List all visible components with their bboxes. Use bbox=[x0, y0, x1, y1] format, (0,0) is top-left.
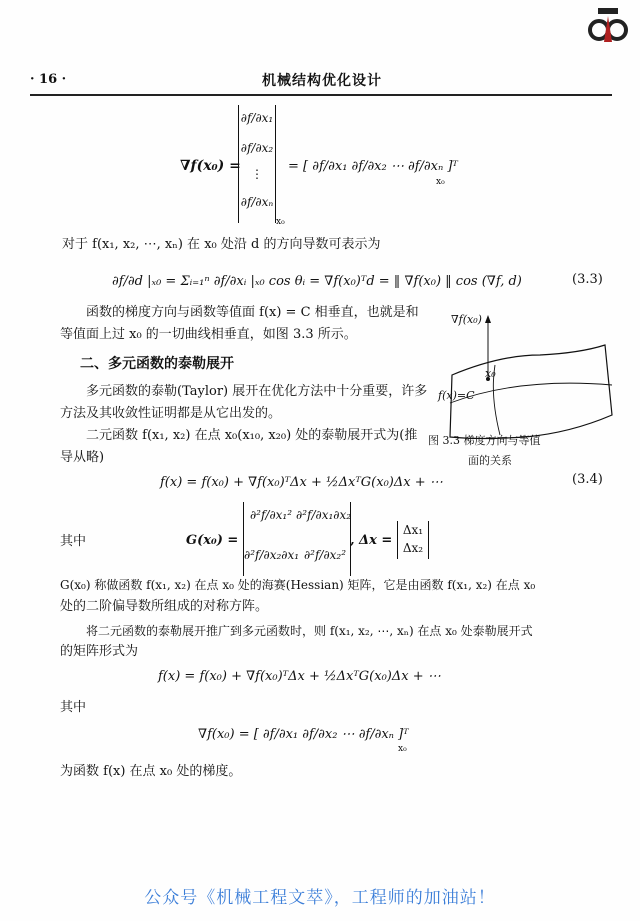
figure-label-point: x₀ bbox=[485, 367, 496, 380]
hessian-matrix bbox=[243, 502, 351, 576]
body-text: 处的二阶偏导数所组成的对称方阵。 bbox=[60, 599, 269, 614]
gradient-column-vector bbox=[238, 105, 276, 223]
gradient-row-vector: = [ ∂f/∂x₁ ∂f/∂x₂ ⋯ ∂f/∂xₙ ]ᵀ bbox=[288, 159, 458, 174]
body-text: 导从略) bbox=[60, 450, 105, 465]
body-text: 对于 f(x₁, x₂, ⋯, xₙ) 在 x₀ 处沿 d 的方向导数可表示为 bbox=[62, 237, 381, 252]
page-number: · 16 · bbox=[30, 72, 67, 87]
footer-banner: 公众号《机械工程文萃》，工程师的加油站！ bbox=[144, 888, 496, 908]
body-text: 二元函数 f(x₁, x₂) 在点 x₀(x₁₀, x₂₀) 处的泰勒展开式为(推 bbox=[86, 428, 418, 443]
subscript: x₀ bbox=[436, 177, 445, 187]
matrix-entry: ∂²f/∂x₂² bbox=[303, 548, 347, 562]
subscript: x₀ bbox=[398, 744, 407, 754]
figure-label-gradient: ∇f(x₀) bbox=[451, 313, 482, 326]
figure-caption: 面的关系 bbox=[468, 454, 512, 467]
running-title: 机械结构优化设计 bbox=[262, 73, 382, 89]
vector-entry: ∂f/∂xₙ bbox=[240, 195, 274, 209]
gradient-equation bbox=[180, 105, 560, 235]
body-text: G(x₀) 称做函数 f(x₁, x₂) 在点 x₀ 处的海赛(Hessian) 矩阵，它是由函数 f(x₁, x₂) 在点 x₀ bbox=[60, 578, 536, 592]
equation-number: (3.3) bbox=[572, 272, 603, 287]
vector-entry: ∂f/∂x₁ bbox=[240, 111, 274, 125]
matrix-entry: ∂²f/∂x₁∂x₂ bbox=[296, 508, 352, 522]
body-text: 其中 bbox=[60, 534, 87, 549]
gradient-row-equation: ∇f(x₀) = [ ∂f/∂x₁ ∂f/∂x₂ ⋯ ∂f/∂xₙ ]ᵀ bbox=[198, 727, 409, 742]
delta-x-vector bbox=[397, 521, 429, 559]
matrix-entry: ∂²f/∂x₁² bbox=[249, 508, 293, 522]
body-text: 为函数 f(x) 在点 x₀ 处的梯度。 bbox=[60, 764, 242, 779]
equation-3-3: ∂f/∂d |ₓ₀ = Σᵢ₌₁ⁿ ∂f/∂xᵢ |ₓ₀ cos θᵢ = ∇f(x₀)ᵀd = ‖ ∇f(x₀) ‖ cos (∇f, d) bbox=[112, 274, 522, 289]
body-text: 方法及其收敛性证明都是从它出发的。 bbox=[60, 406, 282, 421]
delta-x-lhs: , Δx = bbox=[350, 533, 393, 548]
vector-entry: ∂f/∂x₂ bbox=[240, 141, 274, 155]
body-text: 函数的梯度方向与函数等值面 f(x) = C 相垂直，也就是和 bbox=[86, 305, 419, 320]
vector-entry: ⋮ bbox=[251, 167, 263, 181]
equation-taylor-multi: f(x) = f(x₀) + ∇f(x₀)ᵀΔx + ½ΔxᵀG(x₀)Δx + ⋯ bbox=[158, 669, 441, 684]
body-text: 等值面上过 x₀ 的一切曲线相垂直，如图 3.3 所示。 bbox=[60, 327, 357, 342]
publisher-logo-icon bbox=[588, 6, 628, 44]
body-text: 的矩阵形式为 bbox=[60, 644, 139, 659]
vector-entry: Δx₂ bbox=[402, 541, 424, 555]
body-text: 其中 bbox=[60, 700, 87, 715]
hessian-lhs: G(x₀) = bbox=[186, 533, 239, 548]
equation-number: (3.4) bbox=[572, 472, 603, 487]
figure-caption: 图 3.3 梯度方向与等值 bbox=[428, 434, 541, 447]
gradient-lhs: ∇f(x₀) = bbox=[180, 158, 241, 174]
figure-label-surface: f(x)=C bbox=[438, 389, 475, 402]
matrix-entry: ∂²f/∂x₂∂x₁ bbox=[244, 548, 300, 562]
section-heading: 二、多元函数的泰勒展开 bbox=[80, 356, 234, 372]
body-text: 多元函数的泰勒(Taylor) 展开在优化方法中十分重要，许多 bbox=[86, 384, 428, 399]
vector-entry: Δx₁ bbox=[402, 523, 424, 537]
subscript: x₀ bbox=[276, 217, 285, 227]
header-rule bbox=[30, 94, 612, 96]
body-text: 将二元函数的泰勒展开推广到多元函数时，则 f(x₁, x₂, ⋯, xₙ) 在点 x₀ 处泰勒展开式 bbox=[86, 624, 533, 638]
equation-3-4: f(x) = f(x₀) + ∇f(x₀)ᵀΔx + ½ΔxᵀG(x₀)Δx + ⋯ bbox=[160, 475, 443, 490]
